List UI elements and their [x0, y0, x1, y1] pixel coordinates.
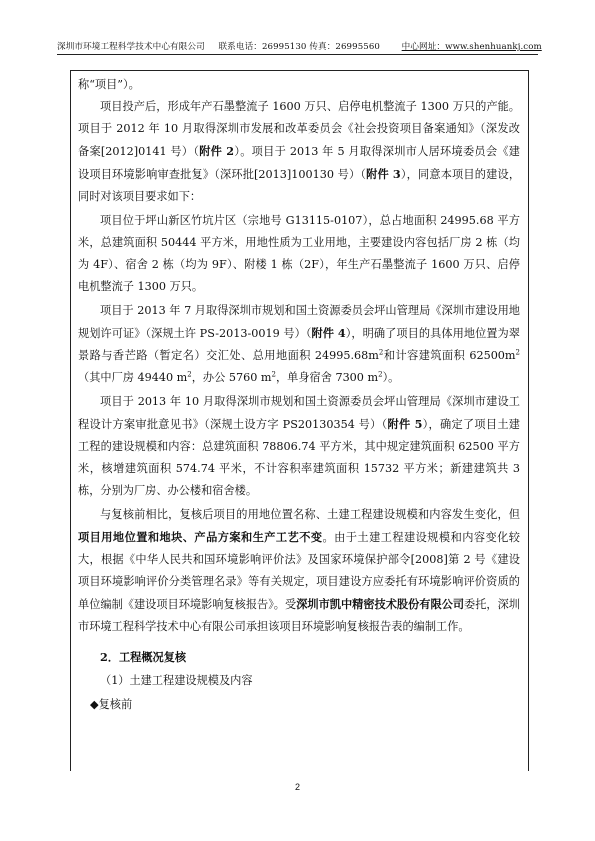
paragraph-5-text-e: 委托，深圳市环境工程科学技术中心有限公司承担该项目环境影响复核报告表的编制工作。 [78, 598, 520, 633]
paragraph-3-text-h: ）。 [382, 371, 400, 384]
paragraph-1-text-c: ）。项目于 2013 年 5 月取得深圳市人居环境委员会《建设项目环境影响审查批复》（深环批[2013]100130 号）（ [78, 145, 520, 181]
paragraph-3-text-e: （其中厂房 49440 m [78, 371, 188, 384]
header-website: 中心网址：www.shenhuankj.com [401, 42, 542, 52]
attachment-2-ref: 附件 2 [199, 144, 235, 158]
superscript-2: 2 [378, 370, 383, 379]
header-company: 深圳市环境工程科学技术中心有限公司 [57, 42, 205, 52]
attachment-5-ref: 附件 5 [387, 417, 423, 431]
paragraph-2: 项目位于坪山新区竹坑片区（宗地号 G13115-0107），总占地面积 24995.68 平方米，总建筑面积 50444 平方米，用地性质为工业用地，主要建设内容包括厂房 2 栋（均为 4F）、宿舍 2 栋（均为 9F）、附楼 1 栋（2F），年生产石墨整流子 1600 万只、启停电机整流子 1300 万只。 [78, 214, 520, 293]
before-check-label: ◆复核前 [90, 698, 133, 711]
paragraph-1-text-a: 项目投产后，形成年产石墨整流子 1600 万只、启停电机整流子 1300 万只的产能。项目于 2012 年 10 月取得深圳市发展和改革委员会《社会投资项目备案通知》（深发改备案[2012]0141 号）（ [78, 100, 520, 158]
client-company-name: 深圳市凯中精密技术股份有限公司 [296, 597, 465, 611]
paragraph-3-text-f: ，办公 5760 m [191, 371, 272, 384]
superscript-2: 2 [271, 370, 276, 379]
attachment-4-ref: 附件 4 [311, 326, 346, 340]
superscript-2: 2 [378, 348, 384, 357]
paragraph-1-text-e: ），同意本项目的建设，同时对该项目要求如下： [78, 168, 521, 203]
paragraph-4-text-c: ），确定了项目土建工程的建设规模和内容：总建筑面积 78806.74 平方米，其中规定建筑面积 62500 平方米，核增建筑面积 574.74 平米，不计容积率建筑面积 15732 平方米；新建建筑共 3 栋，分别为厂房、办公楼和宿舍楼。 [78, 418, 520, 497]
paragraph-3-text-g: ，单身宿舍 7300 m [275, 371, 379, 384]
paragraph-3-text-c: ），明确了项目的具体用地位置为翠景路与香芒路（暂定名）交汇处、总用地面积 24995.68m [78, 327, 520, 362]
page-header [57, 40, 542, 52]
paragraph-1 [78, 96, 520, 208]
paragraph-5-text-a: 与复核前相比，复核后项目的用地位置名称、土建工程建设规模和内容发生变化，但 [100, 508, 520, 521]
section-heading-2: 2．工程概况复核 [100, 650, 187, 664]
superscript-2: 2 [515, 348, 521, 357]
paragraph-5-text-c: 。由于土建工程建设规模和内容变化较大，根据《中华人民共和国环境影响评价法》及国家环境保护部令[2008]第 2 号《建设项目环境影响评价分类管理名录》等有关规定，项目建设方应委托有环境影响评价资质的单位编制《建设项目环境影响复核报告》。受 [78, 531, 520, 611]
document-body [78, 74, 520, 716]
header-fax: 传真：26995560 [309, 42, 380, 52]
unchanged-items-emphasis: 项目用地位置和地块、产品方案和生产工艺不变 [78, 530, 323, 544]
header-phone: 联系电话：26995130 [218, 42, 307, 52]
paragraph-3-text-a: 项目于 2013 年 7 月取得深圳市规划和国土资源委员会坪山管理局《深圳市建设用地规划许可证》（深规土许 PS-2013-0019 号）（ [78, 304, 520, 340]
page-number: 2 [294, 782, 300, 792]
superscript-2: 2 [187, 370, 192, 379]
attachment-3-ref: 附件 3 [366, 167, 401, 181]
paragraph-4-text-a: 项目于 2013 年 10 月取得深圳市规划和国土资源委员会坪山管理局《深圳市建设工程设计方案审批意见书》（深规土设方字 PS20130354 号）（ [78, 395, 520, 431]
paragraph-3-text-d: 和计容建筑面积 62500m [383, 349, 516, 362]
paragraph-4 [78, 391, 520, 502]
paragraph-5 [78, 504, 520, 638]
subsection-heading-1: （1）土建工程建设规模及内容 [100, 674, 253, 687]
paragraph-3 [78, 300, 520, 389]
paragraph-0: 称“项目”）。 [78, 78, 140, 91]
header-rule [57, 54, 538, 55]
